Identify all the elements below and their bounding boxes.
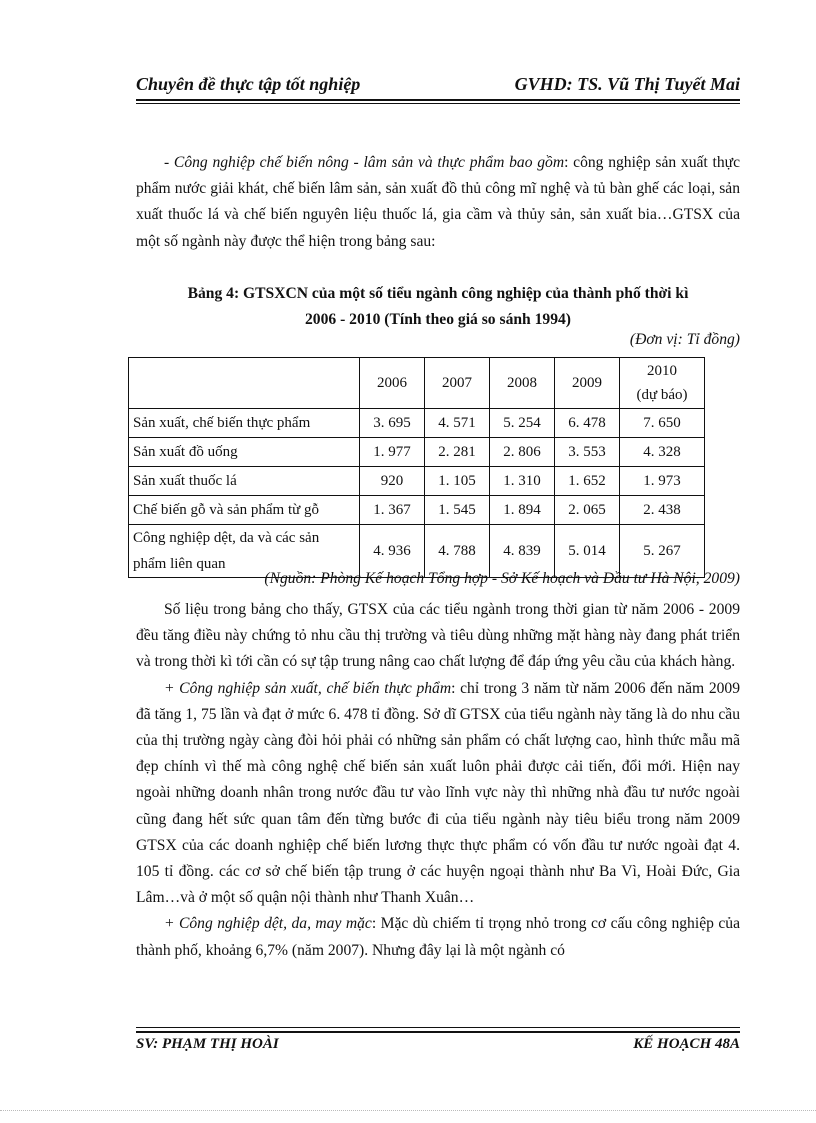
header-year: 2006 [360, 358, 425, 409]
analysis-text [136, 597, 740, 964]
cell-value: 6. 478 [555, 409, 620, 438]
footer-student: SV: PHẠM THỊ HOÀI [136, 1036, 279, 1052]
header-title: Chuyên đề thực tập tốt nghiệp [136, 74, 361, 94]
intro-lead: - Công nghiệp chế biến nông - lâm sản và thực phẩm bao gồm [164, 154, 565, 171]
forecast-year: 2010 [647, 363, 677, 379]
table-header-row [129, 358, 705, 409]
header-year-forecast [620, 358, 705, 409]
header-year: 2009 [555, 358, 620, 409]
cell-value: 1. 977 [360, 438, 425, 467]
intro-paragraph [136, 150, 740, 255]
row-label: Sản xuất thuốc lá [129, 467, 360, 496]
paragraph-summary: Số liệu trong bảng cho thấy, GTSX của các tiểu ngành trong thời gian từ năm 2006 - 2009 đều tăng điều này chứng tỏ nhu cầu thị trường và tiêu dùng những mặt hàng này đang phát triển và trong thời kì tới cần có sự tập trung nâng cao chất lượng để đáp ứng yêu cầu của khách hàng. [136, 601, 740, 671]
header-rule-thin [136, 103, 740, 104]
cell-value: 4. 936 [360, 525, 425, 578]
unit-label: (Đơn vị: Tỉ đồng) [629, 331, 740, 348]
table-row [129, 438, 705, 467]
cell-value: 5. 267 [620, 525, 705, 578]
cell-value: 2. 806 [490, 438, 555, 467]
footer-rule-thin [136, 1027, 740, 1028]
textile-lead: + Công nghiệp dệt, da, may mặc [164, 915, 372, 933]
header-empty-cell [129, 358, 360, 409]
paragraph-food [136, 676, 740, 912]
cell-value: 1. 894 [490, 496, 555, 525]
cell-value: 4. 788 [425, 525, 490, 578]
page-header [136, 70, 740, 98]
cell-value: 4. 328 [620, 438, 705, 467]
footer-class: KẾ HOẠCH 48A [633, 1036, 740, 1052]
cell-value: 1. 310 [490, 467, 555, 496]
cell-value: 3. 553 [555, 438, 620, 467]
header-year: 2007 [425, 358, 490, 409]
cell-value: 1. 105 [425, 467, 490, 496]
row-label: Sản xuất, chế biến thực phẩm [129, 409, 360, 438]
table-source: (Nguồn: Phòng Kế hoạch Tổng hợp - Sở Kế hoạch và Đầu tư Hà Nội, 2009) [264, 570, 740, 587]
cell-value: 1. 652 [555, 467, 620, 496]
cell-value: 1. 367 [360, 496, 425, 525]
textile-text: : Mặc dù chiếm tỉ trọng nhỏ trong cơ cấu công nghiệp của thành phố, khoảng 6,7% (năm 2007). Nhưng đây lại là một ngành có [136, 915, 740, 959]
row-label: Chế biến gỗ và sản phẩm từ gỗ [129, 496, 360, 525]
page-boundary [0, 1110, 816, 1111]
header-year: 2008 [490, 358, 555, 409]
cell-value: 2. 065 [555, 496, 620, 525]
cell-value: 4. 839 [490, 525, 555, 578]
table-caption [136, 281, 740, 333]
footer-rule [136, 1031, 740, 1033]
cell-value: 3. 695 [360, 409, 425, 438]
caption-line-1: Bảng 4: GTSXCN của một số tiểu ngành công nghiệp của thành phố thời kì [187, 285, 689, 302]
food-text: : chỉ trong 3 năm từ năm 2006 đến năm 2009 đã tăng 1, 75 lần và đạt ở mức 6. 478 tỉ đồng. Sở dĩ GTSX của tiểu ngành này tăng là do nhu cầu của thị trường ngày càng đòi hỏi phải có những sản phẩm có chất lượng cao, hình thức mẫu mã đẹp chính vì thế mà công nghệ chế biến sản xuất luôn phải được cải tiến, đổi mới. Hiện nay ngoài những doanh nhân trong nước đầu tư vào lĩnh vực này thì những nhà đầu tư nước ngoài cũng đang hết sức quan tâm đến từng bước đi của tiểu ngành này tiêu biểu trong năm 2009 GTSX của các doanh nghiệp chế biến lương thực thực phẩm có vốn đầu tư nước ngoài đạt 4. 105 tỉ đồng. các cơ sở chế biến tập trung ở các huyện ngoại thành như Ba Vì, Hoài Đức, Gia Lâm…và ở một số quận nội thành như Thanh Xuân… [136, 679, 741, 907]
table-row [129, 467, 705, 496]
cell-value: 1. 973 [620, 467, 705, 496]
cell-value: 2. 281 [425, 438, 490, 467]
food-lead: + Công nghiệp sản xuất, chế biến thực phẩm [164, 679, 452, 697]
cell-value: 1. 545 [425, 496, 490, 525]
cell-value: 920 [360, 467, 425, 496]
cell-value: 2. 438 [620, 496, 705, 525]
header-advisor: GVHD: TS. Vũ Thị Tuyết Mai [514, 74, 740, 94]
cell-value: 4. 571 [425, 409, 490, 438]
intro-text: : công nghiệp sản xuất thực phẩm nước giải khát, chế biến lâm sản, sản xuất đồ thủ công mĩ nghệ và tủ bàn ghế các loại, sản xuất thuốc lá và chế biến nguyên liệu thuốc lá, gia cầm và thủy sản, sản xuất bia…GTSX của một số ngành này được thể hiện trong bảng sau: [136, 154, 740, 250]
caption-line-2: 2006 - 2010 (Tính theo giá so sánh 1994) [305, 311, 571, 328]
header-rule [136, 99, 740, 101]
row-label: Sản xuất đồ uống [129, 438, 360, 467]
table-row [129, 409, 705, 438]
table-row [129, 496, 705, 525]
data-table [128, 357, 705, 578]
cell-value: 5. 254 [490, 409, 555, 438]
row-label: Công nghiệp dệt, da và các sản phẩm liên quan [129, 525, 360, 578]
forecast-note: (dự báo) [636, 387, 688, 403]
cell-value: 7. 650 [620, 409, 705, 438]
paragraph-textile [136, 911, 740, 963]
cell-value: 5. 014 [555, 525, 620, 578]
